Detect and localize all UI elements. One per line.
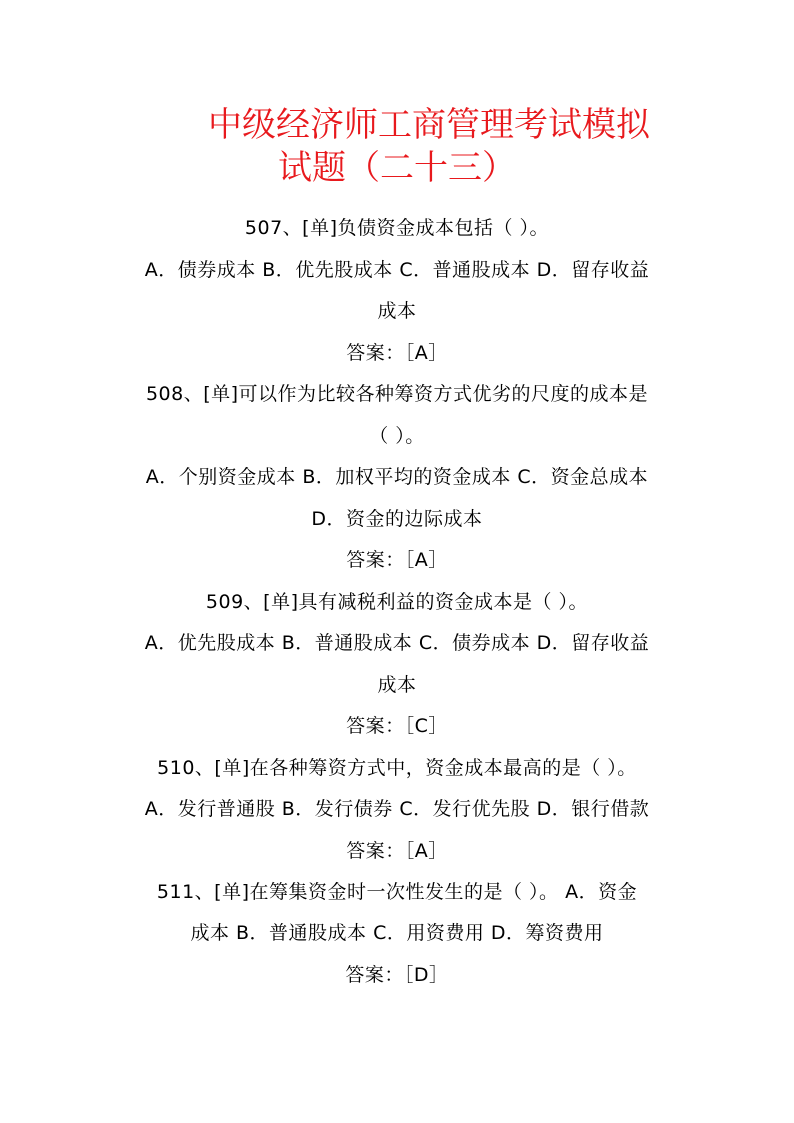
document-title-line-1: 中级经济师工商管理考试模拟 [208, 105, 650, 145]
question-510-answer: 答案：［A］ [346, 840, 448, 862]
question-509-answer: 答案：［C］ [346, 715, 448, 737]
question-511-text-line-2: 成本 B．普通股成本 C．用资费用 D．筹资费用 [190, 922, 604, 944]
question-507-options-line-1: A．债券成本 B．优先股成本 C．普通股成本 D．留存收益 [144, 259, 650, 281]
question-509-text: 509、[单]具有减税利益的资金成本是（ ）。 [205, 591, 589, 613]
question-507-text: 507、[单]负债资金成本包括（ ）。 [244, 217, 550, 239]
question-508-answer: 答案：［A］ [346, 549, 448, 571]
question-508-text-line-2: （ ）。 [369, 425, 425, 447]
question-508-options-line-2: D．资金的边际成本 [311, 508, 483, 530]
question-509-options-line-2: 成本 [377, 674, 417, 696]
question-511-text-line-1: 511、[单]在筹集资金时一次性发生的是（ ）。 A．资金 [156, 881, 638, 903]
question-511-answer: 答案：［D］ [345, 964, 449, 986]
question-510-options-line-1: A．发行普通股 B．发行债券 C．发行优先股 D．银行借款 [144, 798, 650, 820]
question-509-options-line-1: A．优先股成本 B．普通股成本 C．债券成本 D．留存收益 [144, 632, 650, 654]
document-title-line-2: 试题（二十三） [278, 148, 516, 188]
question-510-text: 510、[单]在各种筹资方式中，资金成本最高的是（ ）。 [157, 757, 637, 779]
question-508-text-line-1: 508、[单]可以作为比较各种筹资方式优劣的尺度的成本是 [145, 383, 649, 405]
question-507-options-line-2: 成本 [377, 300, 417, 322]
question-507-answer: 答案：［A］ [346, 342, 448, 364]
question-508-options-line-1: A．个别资金成本 B．加权平均的资金成本 C．资金总成本 [145, 466, 649, 488]
